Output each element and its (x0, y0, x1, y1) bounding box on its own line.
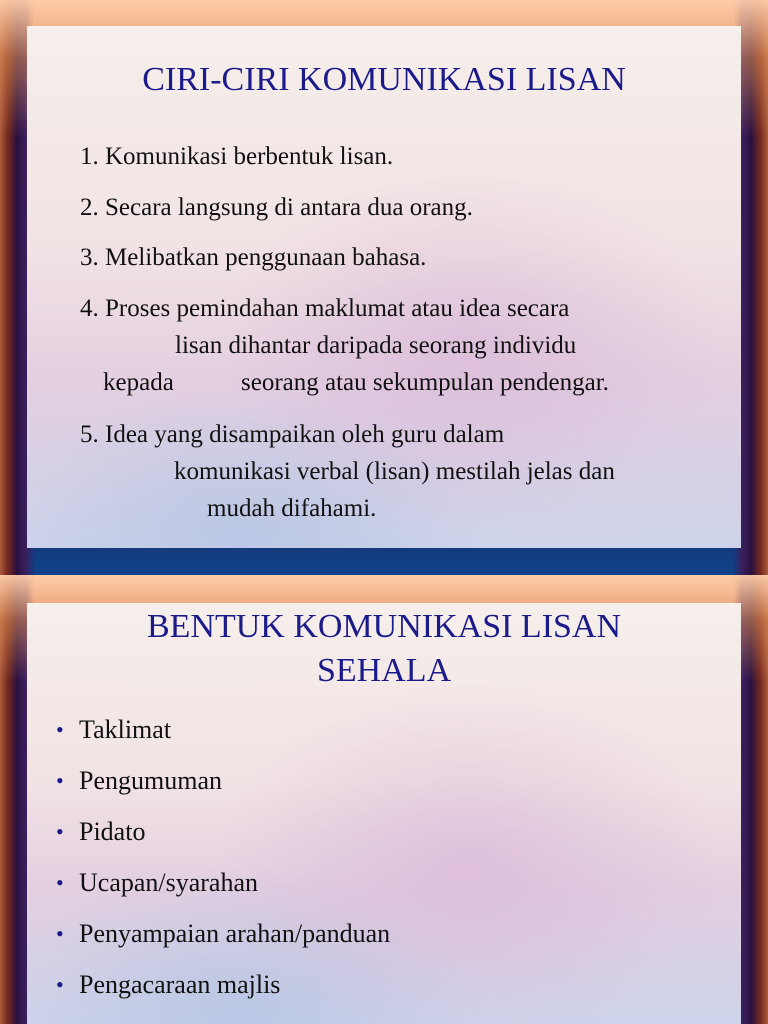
bullet-text: Taklimat (79, 715, 172, 744)
list-item-4-line-3b: seorang atau sekumpulan pendengar. (241, 369, 609, 396)
slide-title (27, 605, 741, 693)
bullet-icon: • (56, 768, 64, 793)
list-item-4-line-1: 4. Proses pemindahan maklumat atau idea secara (80, 295, 570, 322)
list-item-4-line-3a: kepada (103, 369, 174, 396)
bullet-text: Ucapan/syarahan (79, 868, 259, 897)
list-item-5-line-2: komunikasi verbal (lisan) mestilah jelas dan (174, 458, 615, 485)
list-item-4-line-2: lisan dihantar daripada seorang individu (175, 332, 577, 359)
slide-content-panel (27, 26, 741, 548)
bullet-text: Pidato (79, 817, 146, 846)
slide-title-line-2: SEHALA (316, 652, 452, 689)
list-item-5-line-3: mudah difahami. (207, 495, 377, 522)
bullet-text: Pengumuman (79, 766, 222, 795)
slide-title: CIRI-CIRI KOMUNIKASI LISAN (142, 61, 626, 98)
bullet-text: Penyampaian arahan/panduan (79, 919, 391, 948)
bullet-icon: • (56, 921, 64, 946)
list-item-3: 3. Melibatkan penggunaan bahasa. (80, 244, 427, 271)
bullet-text: Pengacaraan majlis (79, 970, 281, 999)
slide-bentuk-komunikasi (0, 575, 768, 1024)
list-item-5-line-1: 5. Idea yang disampaikan oleh guru dalam (80, 421, 505, 448)
slide-content-panel (27, 603, 741, 1024)
bullet-icon: • (56, 972, 64, 997)
slide-title-line-1: BENTUK KOMUNIKASI LISAN (146, 608, 622, 645)
list-item-2: 2. Secara langsung di antara dua orang. (80, 194, 473, 221)
bullet-icon: • (56, 870, 64, 895)
bullet-icon: • (56, 819, 64, 844)
bullet-icon: • (56, 717, 64, 742)
list-item-1: 1. Komunikasi berbentuk lisan. (80, 143, 394, 170)
